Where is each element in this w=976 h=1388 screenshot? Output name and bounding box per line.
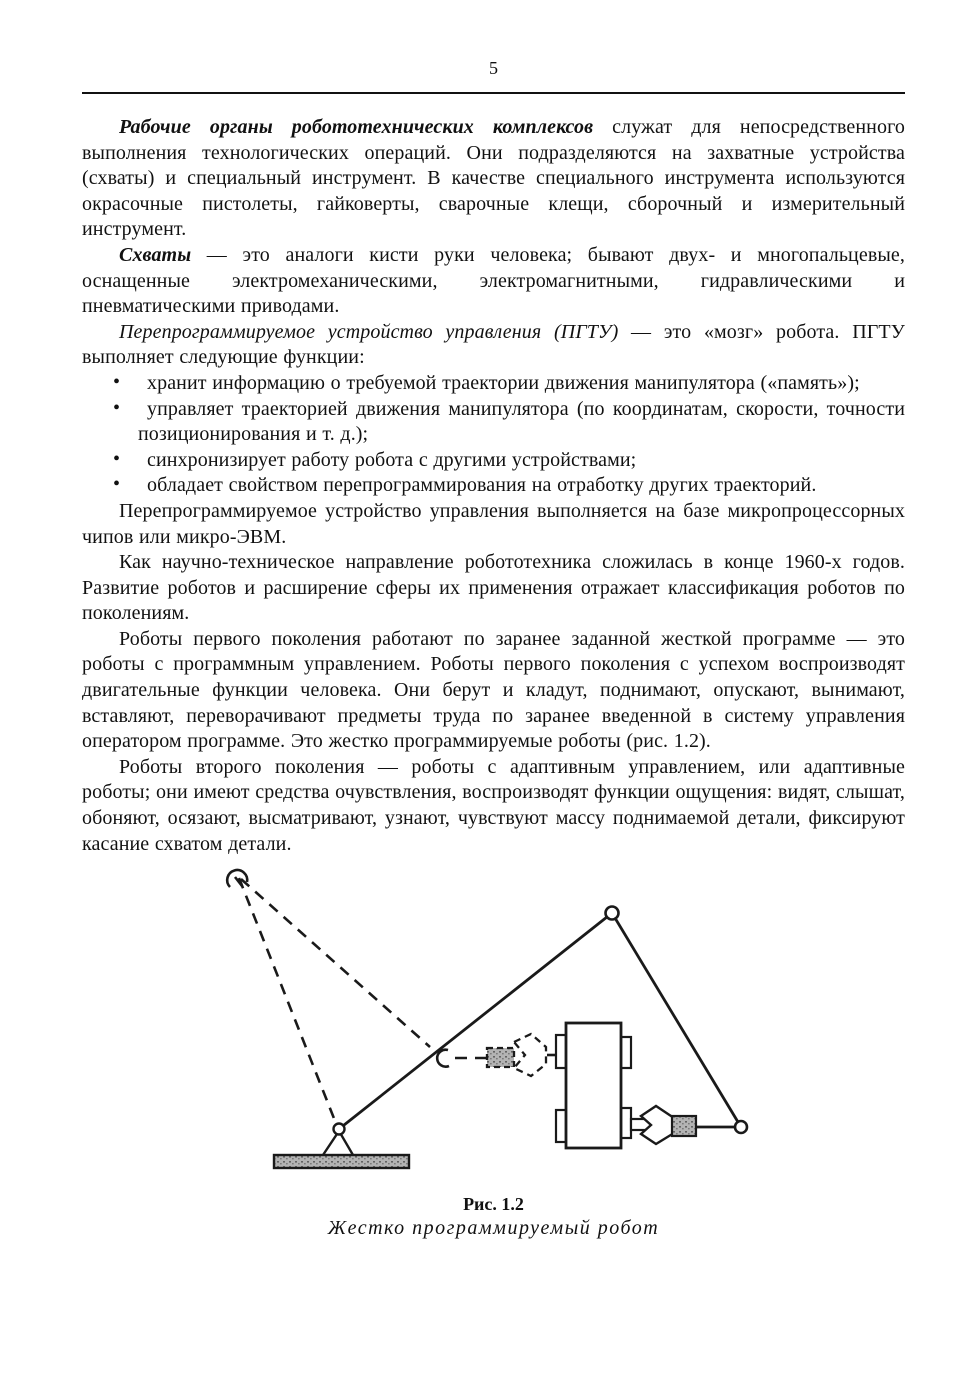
- arm-link-2: [612, 913, 741, 1127]
- paragraph-second-generation: Роботы второго поколения — роботы с адаптивным управлением, или адаптивные роботы; они имеют средства очувствления, воспроизводят функции ощущения: видят, слышат, обоняют, осязают, высматривают, узнают, чувствуют массу поднимаемой детали, фиксируют касание схватом детали.: [82, 755, 905, 855]
- bullet-text: синхронизирует работу робота с другими устройствами;: [147, 448, 637, 471]
- bullet-text: хранит информацию о требуемой траектории движения манипулятора («память»);: [147, 371, 860, 394]
- bullet-item: [82, 397, 905, 448]
- body-text: [82, 115, 905, 857]
- dashed-link-to-pivot: [239, 878, 337, 1126]
- workpiece-solid: [672, 1116, 696, 1136]
- figure-caption-label: Рис. 1.2: [463, 1194, 524, 1215]
- bullet-marker: •: [113, 447, 121, 470]
- machine-tab-left-top: [556, 1035, 566, 1068]
- bullet-marker: •: [113, 473, 121, 496]
- figure-robot: [204, 865, 784, 1240]
- paragraph-control-unit: [82, 320, 905, 371]
- bullet-marker: •: [113, 396, 121, 419]
- header-rule: [82, 92, 905, 94]
- page-number: 5: [489, 58, 498, 78]
- paragraph-text: служат для непосредственного выполнения технологических операций. Они подразделяются на захватные устройства (схваты) и специальный инструмент. В качестве специального инструмента используются окрасочные пистолеты, гайковерты, сварочные клещи, сборочный и измерительный инструмент.: [82, 116, 905, 241]
- dashed-wrist-hook-mid: [437, 1050, 449, 1067]
- bullet-item: [82, 448, 905, 474]
- paragraph-lead-bold-italic: Рабочие органы робототехнических комплексов: [119, 116, 594, 138]
- paragraph-history: Как научно-техническое направление робототехника сложилась в конце 1960-х годов. Развитие роботов и расширение сферы их применения отражает классификация роботов по поколениям.: [82, 551, 905, 625]
- ground-base: [274, 1155, 409, 1168]
- bullet-item: [82, 473, 905, 499]
- paragraph-working-bodies: [82, 115, 905, 243]
- pivot-joint: [333, 1124, 344, 1135]
- machine-tab-right-bottom: [621, 1108, 631, 1138]
- paragraph-lead-italic: Перепрограммируемое устройство управления (ПГТУ): [119, 320, 619, 343]
- machine-station: [556, 1023, 653, 1148]
- figure-caption-text: Жестко программируемый робот: [327, 1217, 660, 1240]
- paragraph-lead-bold-italic: Схваты: [119, 243, 192, 266]
- functions-bullet-list: [82, 371, 905, 499]
- paragraph-microprocessor: Перепрограммируемое устройство управления выполняется на базе микропроцессорных чипов или микро-ЭВМ.: [82, 499, 905, 548]
- machine-body: [566, 1023, 621, 1148]
- machine-tab-right-top: [621, 1037, 631, 1068]
- paragraph-text: — это «мозг» робота. ПГТУ выполняет следующие функции:: [82, 320, 905, 369]
- robot-diagram: [204, 865, 784, 1175]
- paragraph-first-generation: Роботы первого поколения работают по заранее заданной жесткой программе — это роботы с программным управлением. Роботы первого поколения с успехом воспроизводят двигательные функции человека. Они берут и кладут, поднимают, опускают, вынимают, вставляют, переворачивают предметы труда по заранее введенной в систему управления оператором программе. Это жестко программируемые роботы (рис. 1.2).: [82, 627, 905, 753]
- paragraph-grippers: [82, 243, 905, 320]
- bullet-marker: •: [113, 370, 121, 393]
- gripper-dashed: [514, 1034, 546, 1076]
- elbow-joint: [605, 907, 618, 920]
- dashed-link-to-wrist: [241, 879, 430, 1047]
- wrist-joint: [735, 1121, 747, 1133]
- bullet-text: обладает свойством перепрограммирования на отработку других траекторий.: [147, 474, 817, 497]
- workpiece-dashed: [487, 1048, 514, 1067]
- bullet-text: управляет траекторией движения манипулятора (по координатам, скорости, точности позиционирования и т. д.);: [138, 397, 905, 446]
- machine-tab-left-bottom: [556, 1110, 566, 1142]
- figure-caption: [204, 1194, 784, 1240]
- bullet-item: [82, 371, 905, 397]
- paragraph-text: — это аналоги кисти руки человека; бывают двух- и многопальцевые, оснащенные электромеханическими, электромагнитными, гидравлическими и пневматическими приводами.: [82, 243, 905, 318]
